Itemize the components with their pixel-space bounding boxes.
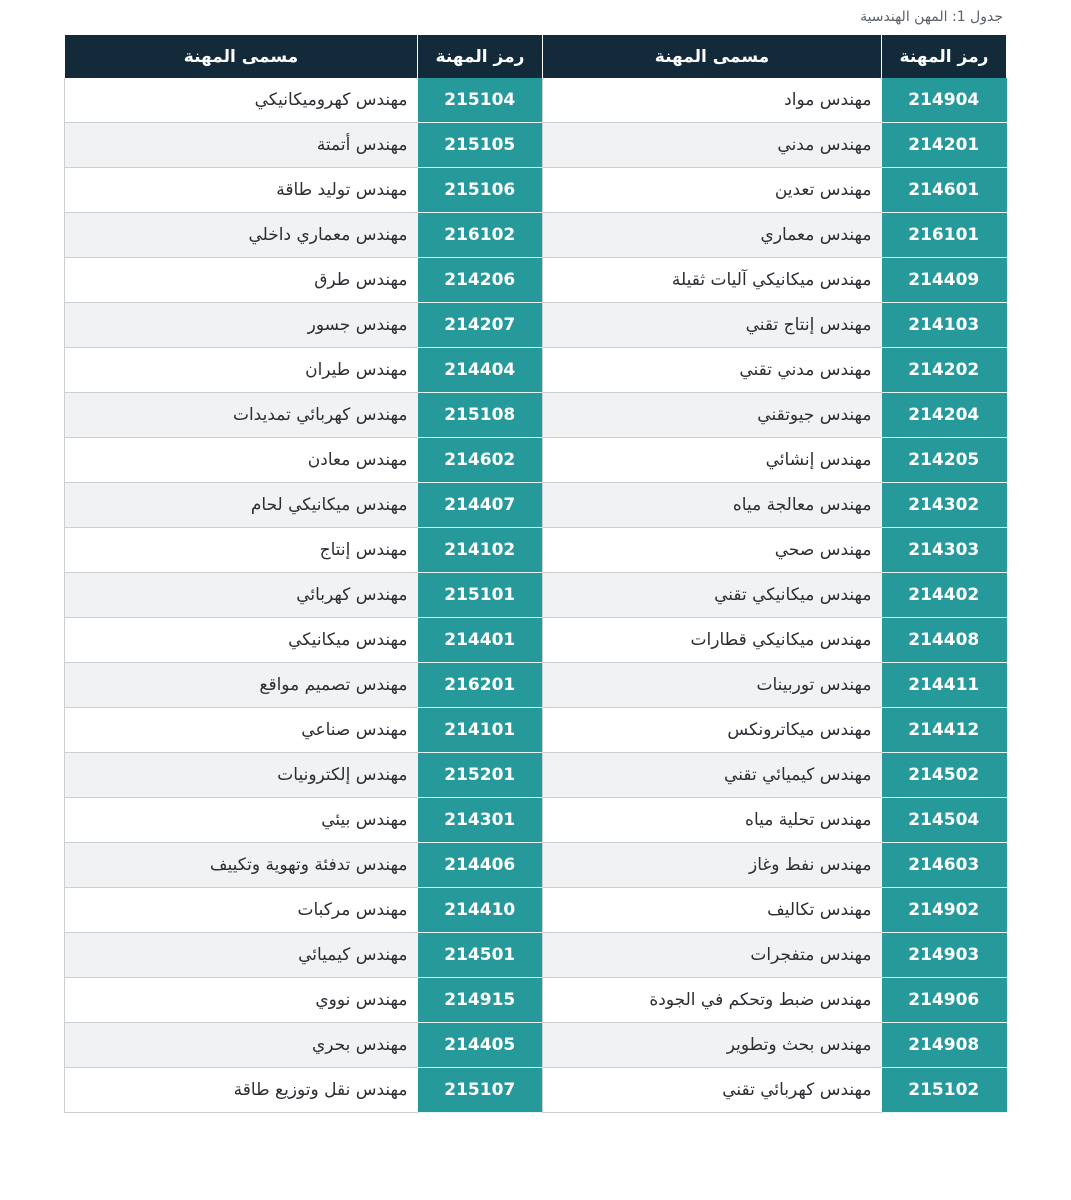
occupation-name-cell: مهندس جيوتقني — [543, 393, 882, 438]
occupation-name-cell: مهندس تعدين — [543, 168, 882, 213]
occupation-code-cell: 214906 — [882, 978, 1007, 1023]
occupation-code-cell: 215105 — [418, 123, 543, 168]
occupation-code-cell: 214303 — [882, 528, 1007, 573]
occupation-code-cell: 215106 — [418, 168, 543, 213]
occupation-code-cell: 214409 — [882, 258, 1007, 303]
occupation-code-cell: 214302 — [882, 483, 1007, 528]
occupation-name-cell: مهندس صناعي — [65, 708, 418, 753]
occupation-code-cell: 216101 — [882, 213, 1007, 258]
table-row — [65, 393, 1007, 438]
occupation-code-cell: 216102 — [418, 213, 543, 258]
occupation-name-cell: مهندس تحلية مياه — [543, 798, 882, 843]
occupation-code-cell: 214504 — [882, 798, 1007, 843]
occupation-name-cell: مهندس أتمتة — [65, 123, 418, 168]
occupation-name-cell: مهندس نووي — [65, 978, 418, 1023]
table-row — [65, 573, 1007, 618]
table-row — [65, 888, 1007, 933]
occupation-code-cell: 215102 — [882, 1068, 1007, 1113]
occupation-code-cell: 214601 — [882, 168, 1007, 213]
occupation-name-cell: مهندس إنتاج — [65, 528, 418, 573]
occupation-name-cell: مهندس ميكانيكي قطارات — [543, 618, 882, 663]
occupation-code-cell: 214406 — [418, 843, 543, 888]
occupation-name-cell: مهندس نفط وغاز — [543, 843, 882, 888]
occupation-name-cell: مهندس نقل وتوزيع طاقة — [65, 1068, 418, 1113]
occupation-code-cell: 215104 — [418, 78, 543, 123]
occupation-code-cell: 214412 — [882, 708, 1007, 753]
occupation-code-cell: 214202 — [882, 348, 1007, 393]
occupation-name-cell: مهندس تدفئة وتهوية وتكييف — [65, 843, 418, 888]
table-row — [65, 78, 1007, 123]
occupation-name-cell: مهندس معالجة مياه — [543, 483, 882, 528]
occupation-name-cell: مهندس تصميم مواقع — [65, 663, 418, 708]
occupation-name-cell: مهندس مواد — [543, 78, 882, 123]
table-row — [65, 1068, 1007, 1113]
occupation-code-cell: 214410 — [418, 888, 543, 933]
table-row — [65, 753, 1007, 798]
table-row — [65, 258, 1007, 303]
table-row — [65, 123, 1007, 168]
occupation-code-cell: 214501 — [418, 933, 543, 978]
occupation-code-cell: 214401 — [418, 618, 543, 663]
header-name-1: مسمى المهنة — [543, 35, 882, 78]
occupation-name-cell: مهندس ضبط وتحكم في الجودة — [543, 978, 882, 1023]
occupation-code-cell: 214204 — [882, 393, 1007, 438]
occupation-name-cell: مهندس كهربائي — [65, 573, 418, 618]
table-row — [65, 663, 1007, 708]
occupation-name-cell: مهندس إنتاج تقني — [543, 303, 882, 348]
occupation-code-cell: 214102 — [418, 528, 543, 573]
occupation-code-cell: 216201 — [418, 663, 543, 708]
header-code-2: رمز المهنة — [418, 35, 543, 78]
occupation-name-cell: مهندس ميكانيكي تقني — [543, 573, 882, 618]
occupation-name-cell: مهندس بيئي — [65, 798, 418, 843]
occupation-name-cell: مهندس تكاليف — [543, 888, 882, 933]
occupation-code-cell: 214603 — [882, 843, 1007, 888]
occupation-name-cell: مهندس طيران — [65, 348, 418, 393]
table-header — [65, 35, 1007, 78]
occupation-name-cell: مهندس كهروميكانيكي — [65, 78, 418, 123]
table-row — [65, 843, 1007, 888]
occupation-name-cell: مهندس مركبات — [65, 888, 418, 933]
occupations-table-container — [64, 35, 1007, 1113]
occupation-name-cell: مهندس مدني — [543, 123, 882, 168]
occupation-code-cell: 214103 — [882, 303, 1007, 348]
occupation-name-cell: مهندس معماري داخلي — [65, 213, 418, 258]
occupation-name-cell: مهندس صحي — [543, 528, 882, 573]
header-name-2: مسمى المهنة — [65, 35, 418, 78]
occupation-code-cell: 214207 — [418, 303, 543, 348]
occupation-code-cell: 214602 — [418, 438, 543, 483]
occupation-code-cell: 214903 — [882, 933, 1007, 978]
occupation-code-cell: 214301 — [418, 798, 543, 843]
occupation-name-cell: مهندس إنشائي — [543, 438, 882, 483]
occupation-code-cell: 215201 — [418, 753, 543, 798]
occupation-name-cell: مهندس كيميائي تقني — [543, 753, 882, 798]
occupation-code-cell: 214502 — [882, 753, 1007, 798]
occupation-code-cell: 214908 — [882, 1023, 1007, 1068]
occupation-code-cell: 215108 — [418, 393, 543, 438]
table-row — [65, 348, 1007, 393]
occupation-name-cell: مهندس توليد طاقة — [65, 168, 418, 213]
header-row — [65, 35, 1007, 78]
occupation-name-cell: مهندس كهربائي تقني — [543, 1068, 882, 1113]
header-code-1: رمز المهنة — [882, 35, 1007, 78]
occupation-name-cell: مهندس ميكاترونكس — [543, 708, 882, 753]
table-row — [65, 483, 1007, 528]
occupation-name-cell: مهندس مدني تقني — [543, 348, 882, 393]
table-row — [65, 438, 1007, 483]
occupation-name-cell: مهندس بحري — [65, 1023, 418, 1068]
occupation-name-cell: مهندس ميكانيكي لحام — [65, 483, 418, 528]
occupation-name-cell: مهندس ميكانيكي — [65, 618, 418, 663]
occupation-code-cell: 214206 — [418, 258, 543, 303]
occupation-code-cell: 214405 — [418, 1023, 543, 1068]
occupation-code-cell: 214902 — [882, 888, 1007, 933]
occupation-name-cell: مهندس معادن — [65, 438, 418, 483]
table-row — [65, 708, 1007, 753]
occupation-code-cell: 214201 — [882, 123, 1007, 168]
table-row — [65, 798, 1007, 843]
occupation-name-cell: مهندس توربينات — [543, 663, 882, 708]
occupation-name-cell: مهندس كيميائي — [65, 933, 418, 978]
table-row — [65, 1023, 1007, 1068]
occupation-name-cell: مهندس كهربائي تمديدات — [65, 393, 418, 438]
occupation-name-cell: مهندس جسور — [65, 303, 418, 348]
occupation-name-cell: مهندس متفجرات — [543, 933, 882, 978]
table-row — [65, 978, 1007, 1023]
table-row — [65, 933, 1007, 978]
occupation-name-cell: مهندس معماري — [543, 213, 882, 258]
occupation-code-cell: 214904 — [882, 78, 1007, 123]
table-row — [65, 168, 1007, 213]
occupation-code-cell: 214101 — [418, 708, 543, 753]
table-caption: جدول 1: المهن الهندسية — [860, 9, 1003, 25]
occupation-code-cell: 214402 — [882, 573, 1007, 618]
occupation-code-cell: 214408 — [882, 618, 1007, 663]
occupation-code-cell: 214404 — [418, 348, 543, 393]
occupations-table — [64, 35, 1007, 1113]
table-row — [65, 213, 1007, 258]
table-row — [65, 528, 1007, 573]
occupation-name-cell: مهندس إلكترونيات — [65, 753, 418, 798]
occupation-name-cell: مهندس ميكانيكي آليات ثقيلة — [543, 258, 882, 303]
occupation-code-cell: 214205 — [882, 438, 1007, 483]
occupation-code-cell: 214411 — [882, 663, 1007, 708]
table-row — [65, 303, 1007, 348]
occupation-code-cell: 214407 — [418, 483, 543, 528]
occupation-code-cell: 215101 — [418, 573, 543, 618]
occupation-code-cell: 215107 — [418, 1068, 543, 1113]
table-body — [65, 78, 1007, 1113]
table-row — [65, 618, 1007, 663]
occupation-code-cell: 214915 — [418, 978, 543, 1023]
occupation-name-cell: مهندس طرق — [65, 258, 418, 303]
occupation-name-cell: مهندس بحث وتطوير — [543, 1023, 882, 1068]
